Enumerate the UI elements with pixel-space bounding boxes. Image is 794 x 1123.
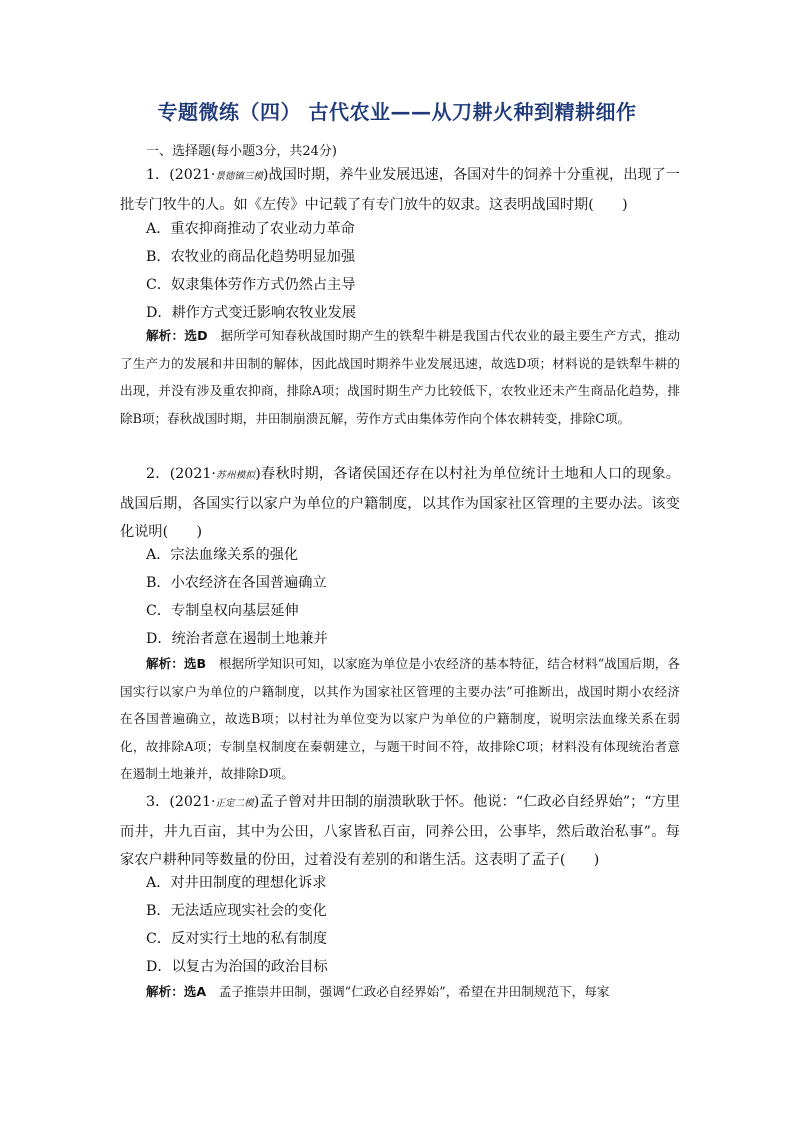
option-d: D．统治者意在遏制土地兼并: [146, 631, 328, 647]
page-title: 专题微练（四） 古代农业——从刀耕火种到精耕细作: [157, 100, 637, 124]
option-d: D．耕作方式变迁影响农牧业发展: [146, 305, 357, 321]
analysis-choice: 选A: [183, 984, 207, 999]
analysis-1: [120, 322, 680, 432]
analysis-2: [120, 650, 680, 788]
option-d: D．以复古为治国的政治目标: [146, 959, 328, 975]
option-a: A．对井田制度的理想化诉求: [146, 875, 327, 891]
option-c: C．反对实行土地的私有制度: [146, 931, 328, 947]
analysis-choice: 选D: [184, 328, 208, 343]
question-stem: )孟子曾对井田制的崩溃耿耿于怀。他说：“仁政必自经界始”；“方里而井，井九百亩，其中为公田，八家皆私百亩，同养公田，公事毕，然后敢治私事”。每家农户耕种同等数量的份田，过着没有差别的和谐生活。这表明了孟子( ): [120, 794, 681, 868]
question-3: [120, 788, 680, 874]
question-1: [120, 161, 680, 219]
analysis-choice: 选B: [183, 656, 207, 671]
question-number: 2．: [146, 466, 170, 482]
options-2: [146, 541, 328, 653]
question-number: 3．: [146, 794, 170, 810]
analysis-text: 据所学可知春秋战国时期产生的铁犁牛耕是我国古代农业的最主要生产方式，推动了生产力的发展和井田制的解体，因此战国时期养牛业发展迅速，故选D项；材料说的是铁犁牛耕的出现，并没有涉及重农抑商，排除A项；战国时期生产力比较低下，农牧业还未产生商品化趋势，排除B项；春秋战国时期，井田制崩溃瓦解，劳作方式由集体劳作向个体农耕转变，排除C项。: [120, 328, 681, 426]
analysis-label: 解析：: [146, 984, 184, 999]
question-source: 正定二模: [215, 798, 254, 809]
question-stem: )春秋时期，各诸侯国还存在以村社为单位统计土地和人口的现象。战国后期，各国实行以家户为单位的户籍制度，以其作为国家社区管理的主要办法。该变化说明( ): [120, 466, 680, 540]
options-1: [146, 215, 356, 327]
option-b: B．农牧业的商品化趋势明显加强: [146, 249, 356, 265]
question-source: 苏州模拟: [215, 470, 256, 481]
analysis-label: 解析：: [146, 328, 185, 343]
analysis-text: 根据所学知识可知，以家庭为单位是小农经济的基本特征，结合材料“战国后期，各国实行以家户为单位的户籍制度，以其作为国家社区管理的主要办法”可推断出，战国时期小农经济在各国普遍确立，故选B项；以村社为单位变为以家户为单位的户籍制度，说明宗法血缘关系在弱化，故排除A项；专制皇权制度在秦朝建立，与题干时间不符，故排除C项；材料没有体现统治者意在遏制土地兼并，故排除D项。: [120, 656, 680, 782]
question-2: [120, 460, 680, 546]
question-source: 景德镇三模: [215, 171, 263, 182]
option-c: C．奴隶集体劳作方式仍然占主导: [146, 277, 356, 293]
option-b: B．无法适应现实社会的变化: [146, 903, 327, 919]
options-3: [146, 869, 328, 981]
question-number: 1．: [146, 167, 170, 183]
question-year: (2021·: [169, 466, 216, 482]
question-stem: )战国时期，养牛业发展迅速，各国对牛的饲养十分重视，出现了一批专门牧牛的人。如《左传》中记载了有专门放牛的奴隶。这表明战国时期( ): [120, 167, 680, 213]
section-heading: 一、选择题(每小题3分，共24分): [146, 144, 337, 159]
analysis-label: 解析：: [146, 656, 184, 671]
option-b: B．小农经济在各国普遍确立: [146, 575, 327, 591]
question-year: (2021·: [169, 167, 216, 183]
option-c: C．专制皇权向基层延伸: [146, 603, 299, 619]
option-a: A．重农抑商推动了农业动力革命: [146, 221, 355, 237]
analysis-text: 孟子推崇井田制，强调“仁政必自经界始”，希望在井田制规范下，每家: [218, 984, 610, 999]
analysis-3: [120, 978, 680, 1006]
question-year: (2021·: [169, 794, 216, 810]
option-a: A．宗法血缘关系的强化: [146, 547, 299, 563]
